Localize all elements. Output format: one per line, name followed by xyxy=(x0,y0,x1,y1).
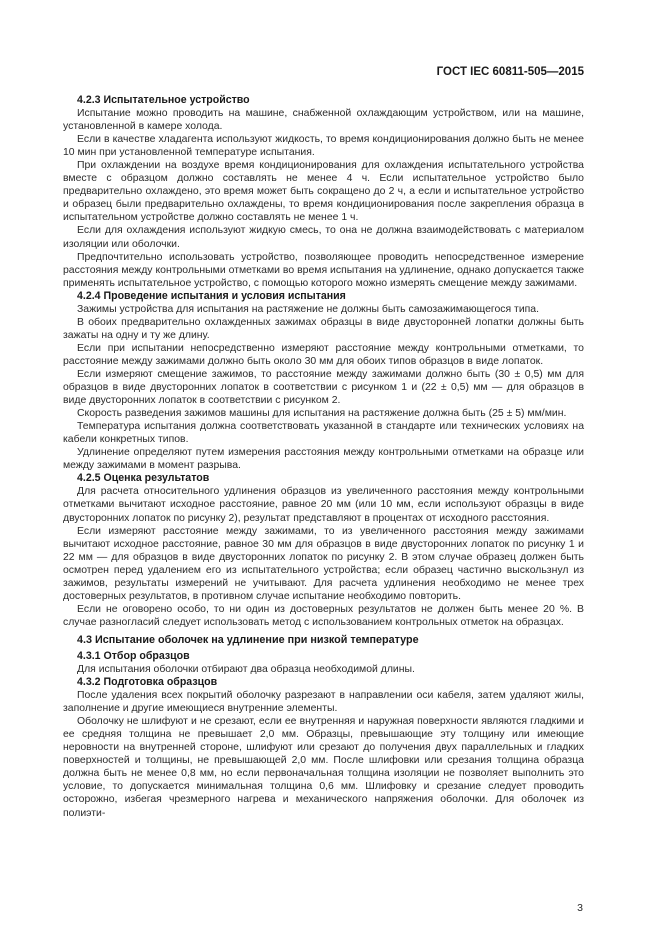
paragraph: После удаления всех покрытий оболочку разрезают в направлении оси кабеля, затем удаляют жилы, заполнение и другие имеющиеся внутренние элементы. xyxy=(63,690,584,715)
paragraph: В обоих предварительно охлажденных зажимах образцы в виде двусторонней лопатки должны быть зажаты на одну и ту же длину. xyxy=(63,316,584,341)
section-heading: 4.3.2 Подготовка образцов xyxy=(77,676,218,689)
paragraph: Для расчета относительного удлинения образцов из увеличенного расстояния между контрольными отметками вычитают исходное расстояние, равное 20 мм (или 10 мм, если используют образцы в виде двусторонних лопаток по рисунку 2), результат представляют в процентах от исходного расстояния. xyxy=(63,486,584,524)
paragraph: Температура испытания должна соответствовать указанной в стандарте или технических условиях на кабели конкретных типов. xyxy=(63,421,584,446)
paragraph: При охлаждении на воздухе время кондиционирования для охлаждения испытательного устройства вместе с образцом должно составлять не менее 4 ч. Если испытательное устройство было предварительно охлаждено, это время может быть сокращено до 2 ч, а если и испытательное устройство и образец были предварительно охлаждены, то время кондиционирования после закрепления образца в испытательном устройстве должно составлять не менее 1 ч. xyxy=(63,160,584,224)
section-heading: 4.2.3 Испытательное устройство xyxy=(77,94,250,106)
paragraph: Если для охлаждения используют жидкую смесь, то она не должна взаимодействовать с материалом изоляции или оболочки. xyxy=(63,225,584,250)
section-heading: 4.3.1 Отбор образцов xyxy=(77,649,190,662)
paragraph: Для испытания оболочки отбирают два образца необходимой длины. xyxy=(77,664,415,676)
paragraph: Если измеряют расстояние между зажимами, то из увеличенного расстояния между зажимами вычитают исходное расстояние, равное 30 мм для образцов в виде двусторонних лопаток по рисунку 1 и 22 мм — для образцов в виде двусторонних лопаток по рисунку 2. В этом случае образец должен быть осмотрен перед удалением его из испытательного устройства; если образец частично выскользнул из зажимов, результаты измерений не учитывают. Для расчета удлинения необходимо не менее трех достоверных результатов, в противном случае испытание необходимо повторить. xyxy=(63,525,584,602)
paragraph: Предпочтительно использовать устройство, позволяющее проводить непосредственное измерение расстояния между контрольными отметками во время испытания на удлинение, однако допускается также применять испытательное устройство, с помощью которого можно измерять смещение между зажимами. xyxy=(63,251,584,289)
document-header: ГОСТ IEC 60811-505—2015 xyxy=(436,66,584,78)
paragraph: Если не оговорено особо, то ни один из достоверных результатов не должен быть менее 20 %. В случае разногласий следует использовать метод с использованием контрольных отметок на образцах. xyxy=(63,603,584,628)
paragraph: Если в качестве хладагента используют жидкость, то время кондиционирования должно быть не менее 10 мин при установленной температуре испытания. xyxy=(63,134,584,159)
paragraph: Удлинение определяют путем измерения расстояния между контрольными отметками на образце или между зажимами в момент разрыва. xyxy=(63,447,584,472)
section-heading: 4.3 Испытание оболочек на удлинение при низкой температуре xyxy=(77,633,419,646)
paragraph: Если измеряют смещение зажимов, то расстояние между зажимами должно быть (30 ± 0,5) мм для образцов в виде двусторонних лопаток в соответствии с рисунком 1 и (22 ± 0,5) мм — для образцов в виде двусторонних лопаток в соответствии с рисунком 2. xyxy=(63,368,584,407)
page-number: 3 xyxy=(577,902,583,914)
paragraph: Зажимы устройства для испытания на растяжение не должны быть самозажимающегося типа. xyxy=(77,303,540,315)
section-heading: 4.2.4 Проведение испытания и условия испытания xyxy=(77,289,346,302)
paragraph: Скорость разведения зажимов машины для испытания на растяжение должна быть (25 ± 5) мм/мин. xyxy=(77,408,567,420)
paragraph: Если при испытании непосредственно измеряют расстояние между контрольными отметками, то расстояние между зажимами должно быть около 30 мм для обоих типов образцов в виде лопаток. xyxy=(63,342,584,367)
section-heading: 4.2.5 Оценка результатов xyxy=(77,472,210,485)
document-body xyxy=(63,94,584,820)
paragraph: Испытание можно проводить на машине, снабженной охлаждающим устройством, или на машине, установленной в камере холода. xyxy=(63,108,584,133)
paragraph: Оболочку не шлифуют и не срезают, если ее внутренняя и наружная поверхности являются гладкими и ее средняя толщина не превышает 2,0 мм. Образцы, превышающие эту толщину или имеющие неровности на внутренней стороне, шлифуют или срезают до получения двух параллельных и гладких поверхностей и толщины, не превышающей 2,0 мм. После шлифовки или срезания толщина образца должна быть не менее 0,8 мм, но если первоначальная толщина изоляции не позволяет выполнить это условие, то допускается минимальная толщина 0,6 мм. Шлифовку и срезание следует проводить осторожно, избегая чрезмерного нагрева и механического напряжения оболочки. Для оболочек из полиэти- xyxy=(63,716,584,819)
